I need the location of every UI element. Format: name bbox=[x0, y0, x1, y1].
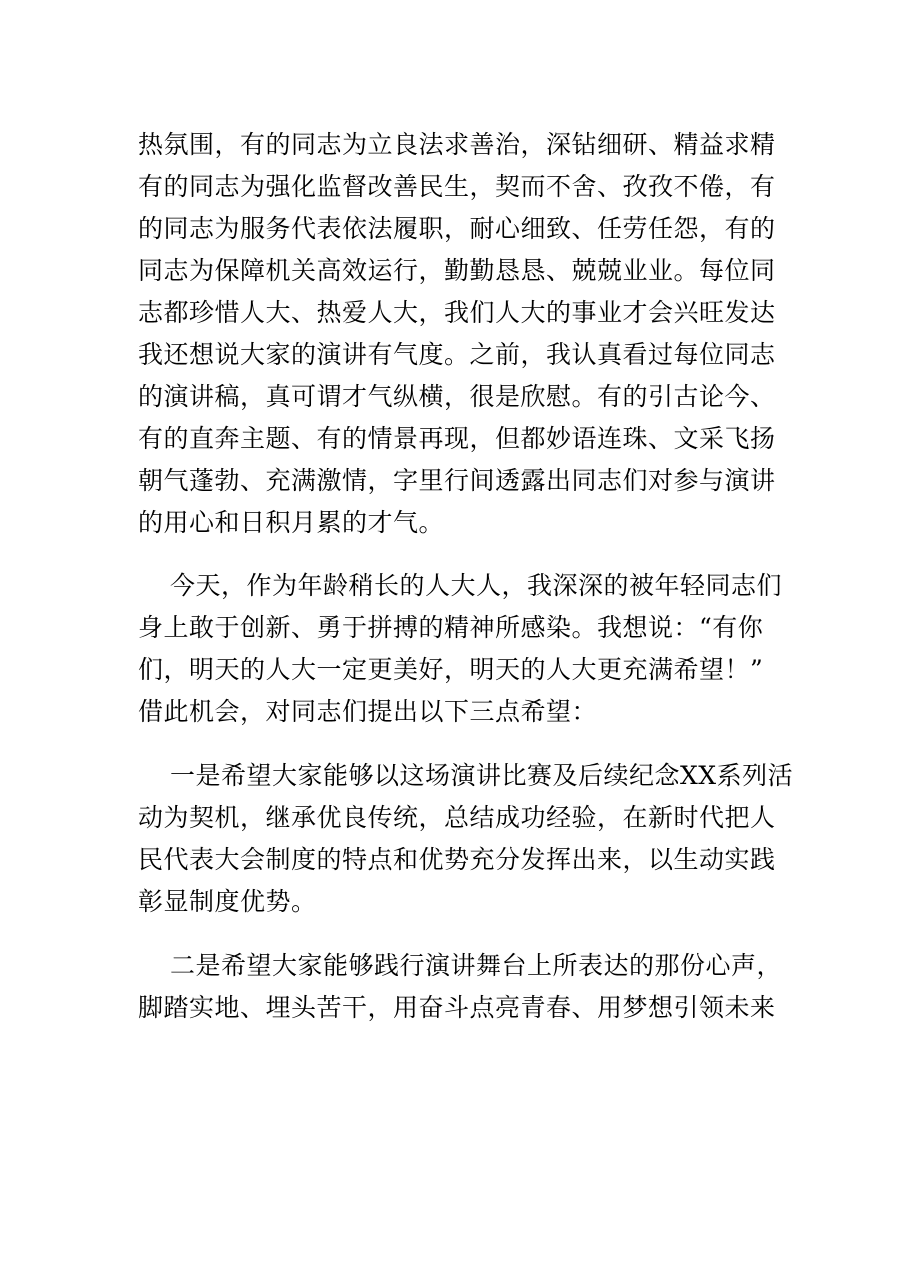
text-line: 的同志为服务代表依法履职，耐心细致、任劳任怨，有的 bbox=[138, 214, 776, 243]
text-line: 今天，作为年龄稍长的人大人，我深深的被年轻同志们 bbox=[170, 571, 783, 600]
text-line: 身上敢于创新、勇于拼搏的精神所感染。我想说：“有你 bbox=[138, 613, 764, 642]
text-line: 热氛围，有的同志为立良法求善治，深钻细研、精益求精 bbox=[138, 130, 776, 159]
text-line: 的用心和日积月累的才气。 bbox=[138, 508, 445, 537]
text-line: 同志为保障机关高效运行，勤勤恳恳、兢兢业业。每位同 bbox=[138, 256, 776, 285]
text-line: 脚踏实地、埋头苦干，用奋斗点亮青春、用梦想引领未来 bbox=[138, 993, 776, 1022]
text-line: 的演讲稿，真可谓才气纵横，很是欣慰。有的引古论今、 bbox=[138, 382, 776, 411]
text-line: 借此机会，对同志们提出以下三点希望： bbox=[138, 697, 598, 726]
text-line: 我还想说大家的演讲有气度。之前，我认真看过每位同志 bbox=[138, 340, 776, 369]
text-line: 志都珍惜人大、热爱人大，我们人大的事业才会兴旺发达 bbox=[138, 298, 776, 327]
text-line: 们，明天的人大一定更美好，明天的人大更充满希望！” bbox=[138, 655, 764, 684]
text-line: 有的同志为强化监督改善民生，契而不舍、孜孜不倦，有 bbox=[138, 172, 776, 201]
text-line: 民代表大会制度的特点和优势充分发挥出来，以生动实践 bbox=[138, 845, 776, 874]
text-line: 动为契机，继承优良传统，总结成功经验，在新时代把人 bbox=[138, 803, 776, 832]
text-line: 一是希望大家能够以这场演讲比赛及后续纪念XX系列活 bbox=[170, 761, 794, 790]
text-line: 有的直奔主题、有的情景再现，但都妙语连珠、文采飞扬 bbox=[138, 424, 776, 453]
text-line: 朝气蓬勃、充满激情，字里行间透露出同志们对参与演讲 bbox=[138, 466, 776, 495]
text-line: 二是希望大家能够践行演讲舞台上所表达的那份心声， bbox=[170, 951, 783, 980]
text-line: 彰显制度优势。 bbox=[138, 887, 317, 916]
